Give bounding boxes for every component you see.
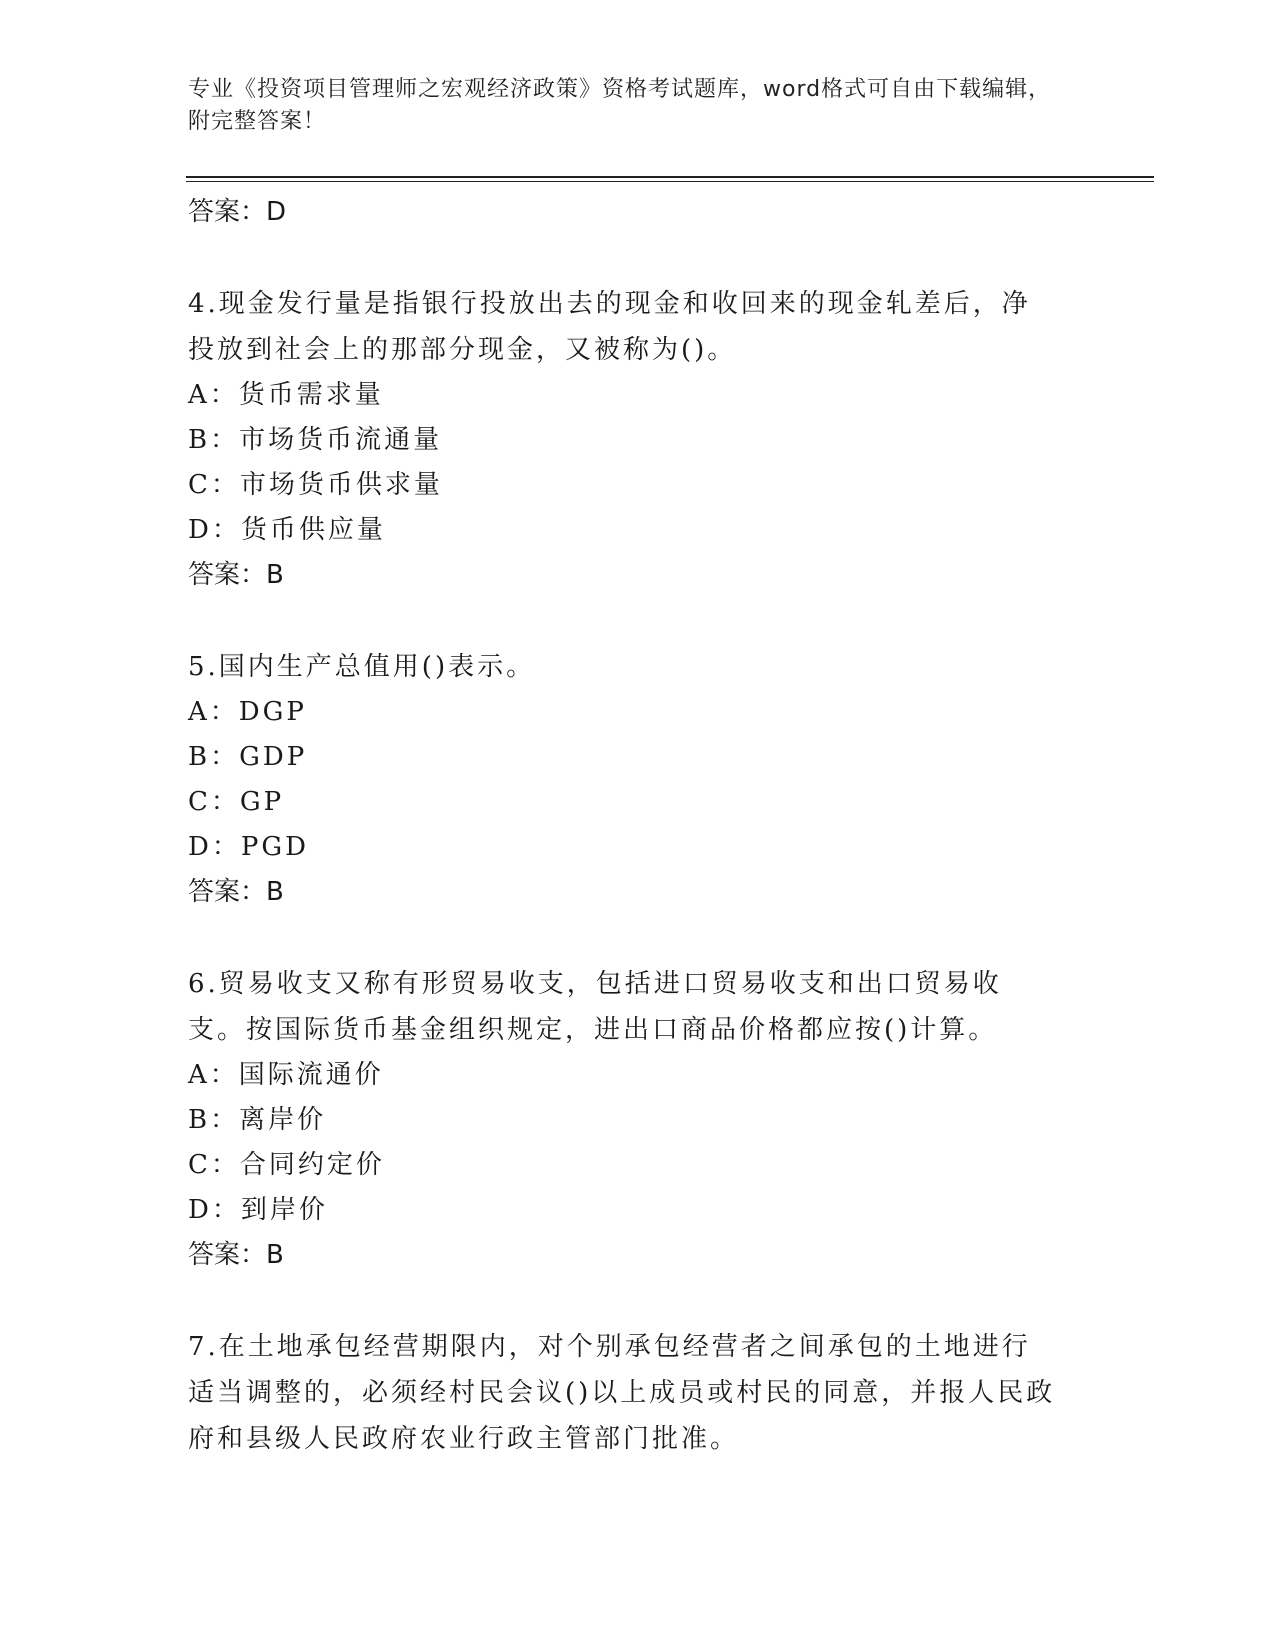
- option-a: A：DGP: [188, 697, 307, 727]
- document-header: 专业《投资项目管理师之宏观经济政策》资格考试题库，word格式可自由下载编辑，附完整答案！: [188, 77, 1052, 134]
- answer-label: 答案：B: [188, 877, 284, 907]
- question-text: 5.国内生产总值用()表示。: [188, 652, 536, 682]
- option-b: B：市场货币流通量: [188, 425, 443, 455]
- option-d: D：PGD: [188, 832, 309, 862]
- question-block-7: [188, 1324, 1088, 1462]
- question-text: 6.贸易收支又称有形贸易收支，包括进口贸易收支和出口贸易收支。按国际货币基金组织规定，进出口商品价格都应按()计算。: [188, 969, 1002, 1045]
- option-a: A：国际流通价: [188, 1060, 384, 1090]
- option-c: C：合同约定价: [188, 1150, 385, 1180]
- answer-label: 答案：B: [188, 560, 284, 590]
- answer-label: 答案：B: [188, 1240, 284, 1270]
- header-rule: [186, 176, 1154, 178]
- option-a: A：货币需求量: [188, 380, 384, 410]
- option-b: B：GDP: [188, 742, 308, 772]
- option-c: C：市场货币供求量: [188, 470, 443, 500]
- answer-label: 答案：D: [188, 197, 287, 227]
- option-d: D：货币供应量: [188, 515, 386, 545]
- question-text: 7.在土地承包经营期限内，对个别承包经营者之间承包的土地进行适当调整的，必须经村民会议()以上成员或村民的同意，并报人民政府和县级人民政府农业行政主管部门批准。: [188, 1332, 1056, 1454]
- option-b: B：离岸价: [188, 1105, 327, 1135]
- question-block-5: [188, 644, 1088, 915]
- option-c: C：GP: [188, 787, 285, 817]
- header-rule-thin: [186, 181, 1154, 182]
- question-text: 4.现金发行量是指银行投放出去的现金和收回来的现金轧差后，净投放到社会上的那部分现金，又被称为()。: [188, 289, 1031, 365]
- question-block-6: [188, 961, 1088, 1278]
- option-d: D：到岸价: [188, 1195, 328, 1225]
- question-block-4: [188, 281, 1088, 598]
- document-body: [188, 190, 1088, 1462]
